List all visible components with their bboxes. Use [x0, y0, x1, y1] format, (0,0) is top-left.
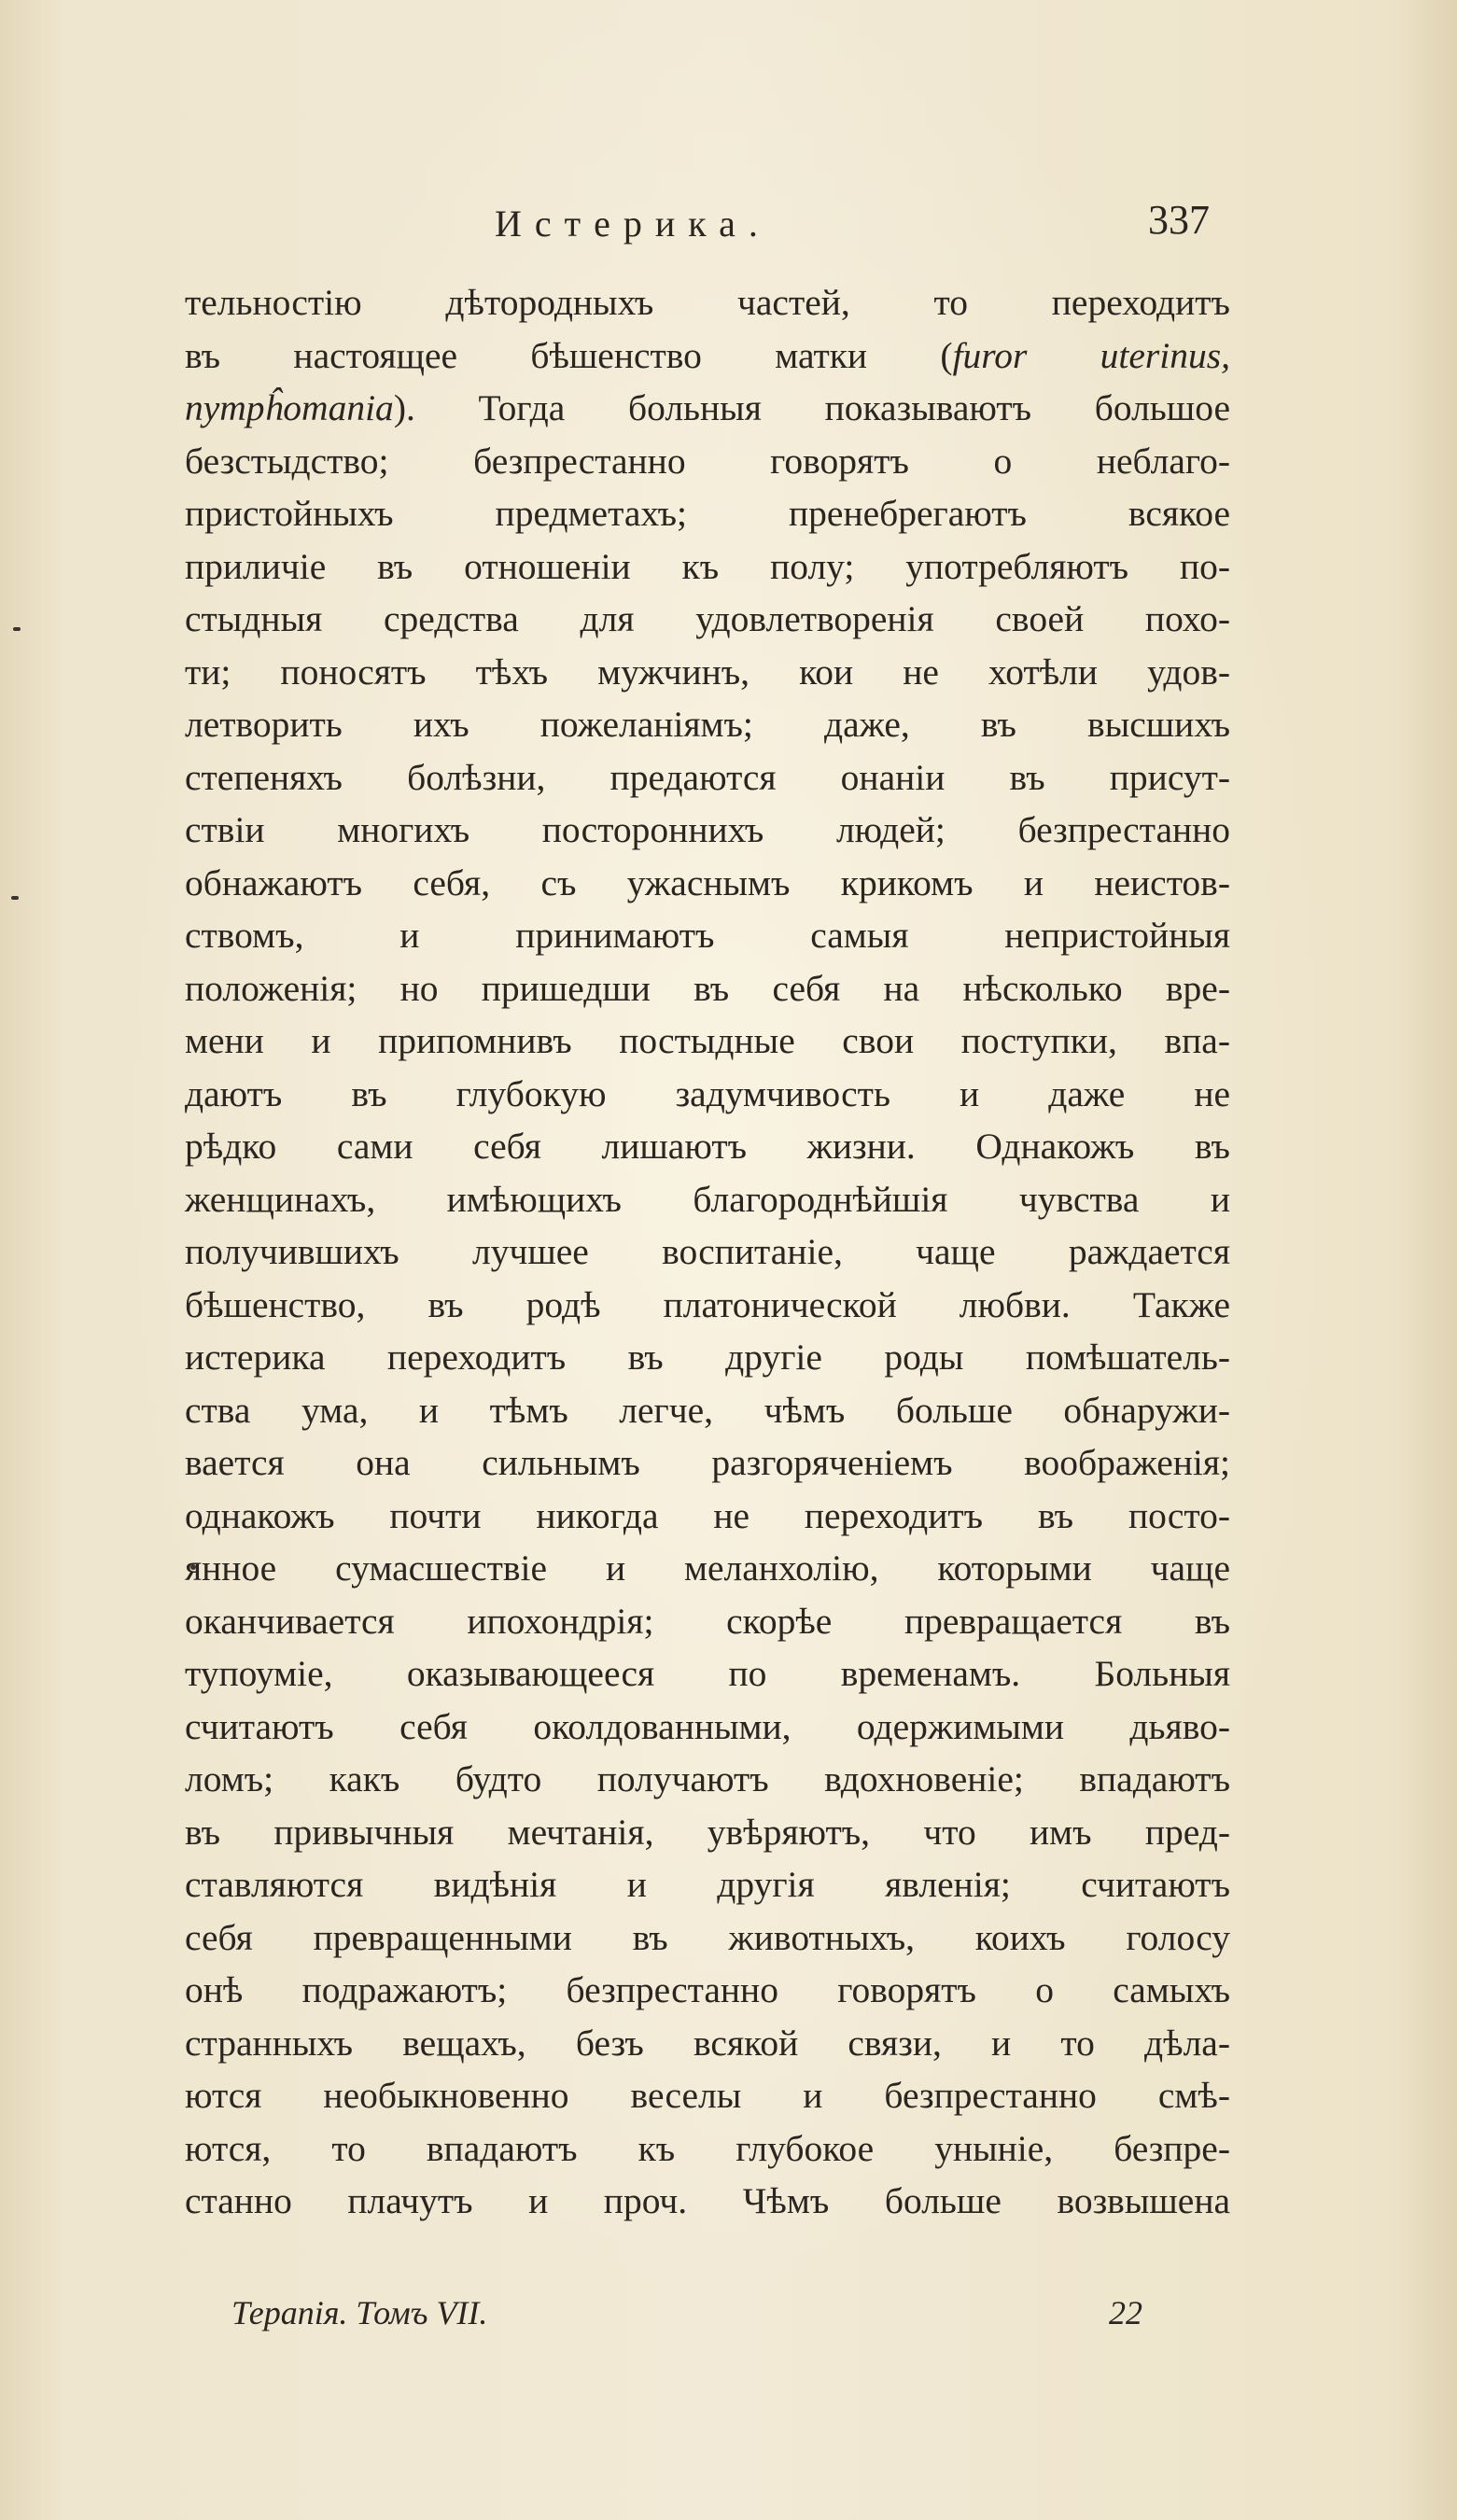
text-line: тупоуміе, оказывающееся по временамъ. Больныя [185, 1653, 1230, 1694]
text-line: обнажаютъ себя, съ ужаснымъ крикомъ и неистов- [185, 861, 1230, 903]
running-head: Истерика. [495, 203, 771, 245]
text-line: истерика переходитъ въ другіе роды помѣшатель- [185, 1337, 1230, 1378]
text-line: мени и припомнивъ постыдные свои поступки, впа- [185, 1020, 1230, 1061]
text-line: тельностію дѣтородныхъ частей, то переходитъ [185, 282, 1230, 323]
text-line: летворить ихъ пожеланіямъ; даже, въ высшихъ [185, 704, 1230, 745]
text-line: ти; поносятъ тѣхъ мужчинъ, кои не хотѣли удов- [185, 651, 1230, 693]
text-line: приличіе въ отношеніи къ полу; употребляютъ по- [185, 545, 1230, 587]
text-line: въ настоящее бѣшенство матки (furor uterinus, [185, 334, 1230, 376]
text-line: ются необыкновенно веселы и безпрестанно смѣ- [185, 2075, 1230, 2116]
sheet-mark: 22 [1109, 2294, 1142, 2331]
margin-speck [11, 896, 19, 900]
text-line: въ привычныя мечтанія, увѣряютъ, что имъ пред- [185, 1811, 1230, 1853]
text-line: бѣшенство, въ родѣ платонической любви. Также [185, 1283, 1230, 1325]
text-line: оканчивается ипохондрія; скорѣе превращается въ [185, 1600, 1230, 1642]
page-number: 337 [1148, 197, 1210, 243]
text-line: женщинахъ, имѣющихъ благороднѣйшія чувства и [185, 1178, 1230, 1220]
text-line: положенія; но пришедши въ себя на нѣсколько вре- [185, 967, 1230, 1009]
text-line: себя превращенными въ животныхъ, коихъ голосу [185, 1916, 1230, 1958]
text-line: вается она сильнымъ разгоряченіемъ воображенія; [185, 1442, 1230, 1483]
latin-term: nympĥomania [185, 387, 394, 428]
text-line: ствомъ, и принимаютъ самыя непристойныя [185, 915, 1230, 956]
page-header [0, 196, 1457, 252]
text-line: ются, то впадаютъ къ глубокое уныніе, безпре- [185, 2127, 1230, 2169]
text-line: считаютъ себя околдованными, одержимыми дьяво- [185, 1705, 1230, 1747]
body-text [185, 276, 1230, 2228]
text-line: стыдныя средства для удовлетворенія своей похо- [185, 598, 1230, 639]
page-footer [0, 2285, 1457, 2341]
signature-line: Терапія. Томъ VII. [231, 2294, 488, 2331]
text-line: пристойныхъ предметахъ; пренебрегаютъ всякое [185, 493, 1230, 534]
text-line: однакожъ почти никогда не переходитъ въ посто- [185, 1494, 1230, 1536]
text-line: ломъ; какъ будто получаютъ вдохновеніе; впадаютъ [185, 1758, 1230, 1799]
text-line: безстыдство; безпрестанно говорятъ о неблаго- [185, 440, 1230, 482]
text-line: даютъ въ глубокую задумчивость и даже не [185, 1072, 1230, 1114]
text-line: степеняхъ болѣзни, предаются онаніи въ присут- [185, 756, 1230, 798]
text-line: станно плачутъ и проч. Чѣмъ больше возвышена [185, 2180, 1230, 2221]
text-line: nympĥomania). Тогда больныя показываютъ большое [185, 387, 1230, 428]
text-line: рѣдко сами себя лишаютъ жизни. Однакожъ въ [185, 1126, 1230, 1167]
text-line: янное сумасшествіе и меланхолію, которыми чаще [185, 1547, 1230, 1589]
text-line: ства ума, и тѣмъ легче, чѣмъ больше обнаружи- [185, 1389, 1230, 1431]
latin-term: furor uterinus, [952, 334, 1230, 376]
text-line: ствіи многихъ постороннихъ людей; безпрестанно [185, 809, 1230, 850]
text-line: получившихъ лучшее воспитаніе, чаще раждается [185, 1231, 1230, 1272]
text-line: онѣ подражаютъ; безпрестанно говорятъ о самыхъ [185, 1969, 1230, 2010]
text-line: странныхъ вещахъ, безъ всякой связи, и то дѣла- [185, 2022, 1230, 2064]
text-line: ставляются видѣнія и другія явленія; считаютъ [185, 1864, 1230, 1905]
margin-speck [13, 627, 21, 631]
